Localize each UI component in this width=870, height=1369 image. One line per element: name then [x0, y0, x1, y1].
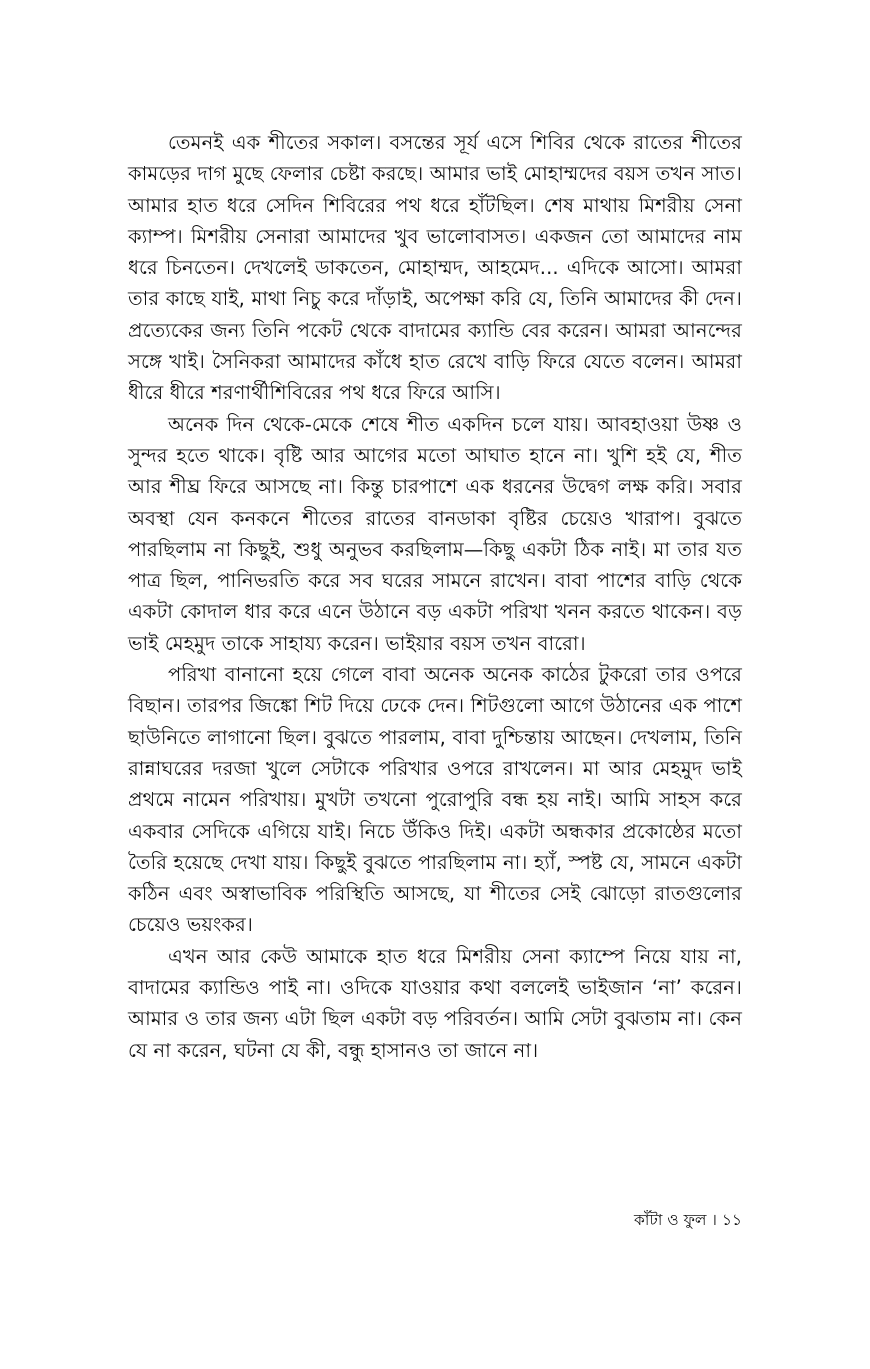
paragraph-2: অনেক দিন থেকে-মেকে শেষে শীত একদিন চলে যায়। আবহাওয়া উষ্ণ ও সুন্দর হতে থাকে। বৃষ্টি আর আগের মতো আঘাত হানে না। খুশি হই যে, শীত আর শীঘ্র ফিরে আসছে না। কিন্তু চারপাশে এক ধরনের উদ্বেগ লক্ষ করি। সবার অবস্থা যেন কনকনে শীতের রাতের বানডাকা বৃষ্টির চেয়েও খারাপ। বুঝতে পারছিলাম না কিছুই, শুধু অনুভব করছিলাম—কিছু একটা ঠিক নাই। মা তার যত পাত্র ছিল, পানিভরতি করে সব ঘরের সামনে রাখেন। বাবা পাশের বাড়ি থেকে একটা কোদাল ধার করে এনে উঠানে বড় একটা পরিখা খনন করতে থাকেন। বড় ভাই মেহমুদ তাকে সাহায্য করেন। ভাইয়ার বয়স তখন বারো। — [128, 412, 742, 655]
footer-book-title: কাঁটা ও ফুল — [634, 1211, 707, 1229]
page-number: ১১ — [721, 1211, 742, 1229]
paragraph-1: তেমনই এক শীতের সকাল। বসন্তের সূর্য এসে শিবির থেকে রাতের শীতের কামড়ের দাগ মুছে ফেলার চেষ্টা করছে। আমার ভাই মোহাম্মদের বয়স তখন সাত। আমার হাত ধরে সেদিন শিবিরের পথ ধরে হাঁটছিল। শেষ মাথায় মিশরীয় সেনা ক্যাম্প। মিশরীয় সেনারা আমাদের খুব ভালোবাসত। একজন তো আমাদের নাম ধরে চিনতেন। দেখলেই ডাকতেন, মোহাম্মদ, আহমেদ... এদিকে আসো। আমরা তার কাছে যাই, মাথা নিচু করে দাঁড়াই, অপেক্ষা করি যে, তিনি আমাদের কী দেন। প্রত্যেকের জন্য তিনি পকেট থেকে বাদামের ক্যান্ডি বের করেন। আমরা আনন্দের সঙ্গে খাই। সৈনিকরা আমাদের কাঁধে হাত রেখে বাড়ি ফিরে যেতে বলেন। আমরা ধীরে ধীরে শরণার্থীশিবিরের পথ ধরে ফিরে আসি। — [128, 131, 742, 405]
footer-separator: । — [711, 1211, 717, 1229]
page-footer — [634, 1208, 742, 1232]
paragraph-3: পরিখা বানানো হয়ে গেলে বাবা অনেক অনেক কাঠের টুকরো তার ওপরে বিছান। তারপর জিঙ্কো শিট দিয়ে ঢেকে দেন। শিটগুলো আগে উঠানের এক পাশে ছাউনিতে লাগানো ছিল। বুঝতে পারলাম, বাবা দুশ্চিন্তায় আছেন। দেখলাম, তিনি রান্নাঘরের দরজা খুলে সেটাকে পরিখার ওপরে রাখলেন। মা আর মেহমুদ ভাই প্রথমে নামেন পরিখায়। মুখটা তখনো পুরোপুরি বন্ধ হয় নাই। আমি সাহস করে একবার সেদিকে এগিয়ে যাই। নিচে উঁকিও দিই। একটা অন্ধকার প্রকোষ্ঠের মতো তৈরি হয়েছে দেখা যায়। কিছুই বুঝতে পারছিলাম না। হ্যাঁ, স্পষ্ট যে, সামনে একটা কঠিন এবং অস্বাভাবিক পরিস্থিতি আসছে, যা শীতের সেই ঝোড়ো রাতগুলোর চেয়েও ভয়ংকর। — [128, 663, 742, 937]
paragraph-4: এখন আর কেউ আমাকে হাত ধরে মিশরীয় সেনা ক্যাম্পে নিয়ে যায় না, বাদামের ক্যান্ডিও পাই না। ওদিকে যাওয়ার কথা বললেই ভাইজান ‘না’ করেন। আমার ও তার জন্য এটা ছিল একটা বড় পরিবর্তন। আমি সেটা বুঝতাম না। কেন যে না করেন, ঘটনা যে কী, বন্ধু হাসানও তা জানে না। — [128, 944, 742, 1062]
body-text — [128, 127, 742, 1066]
